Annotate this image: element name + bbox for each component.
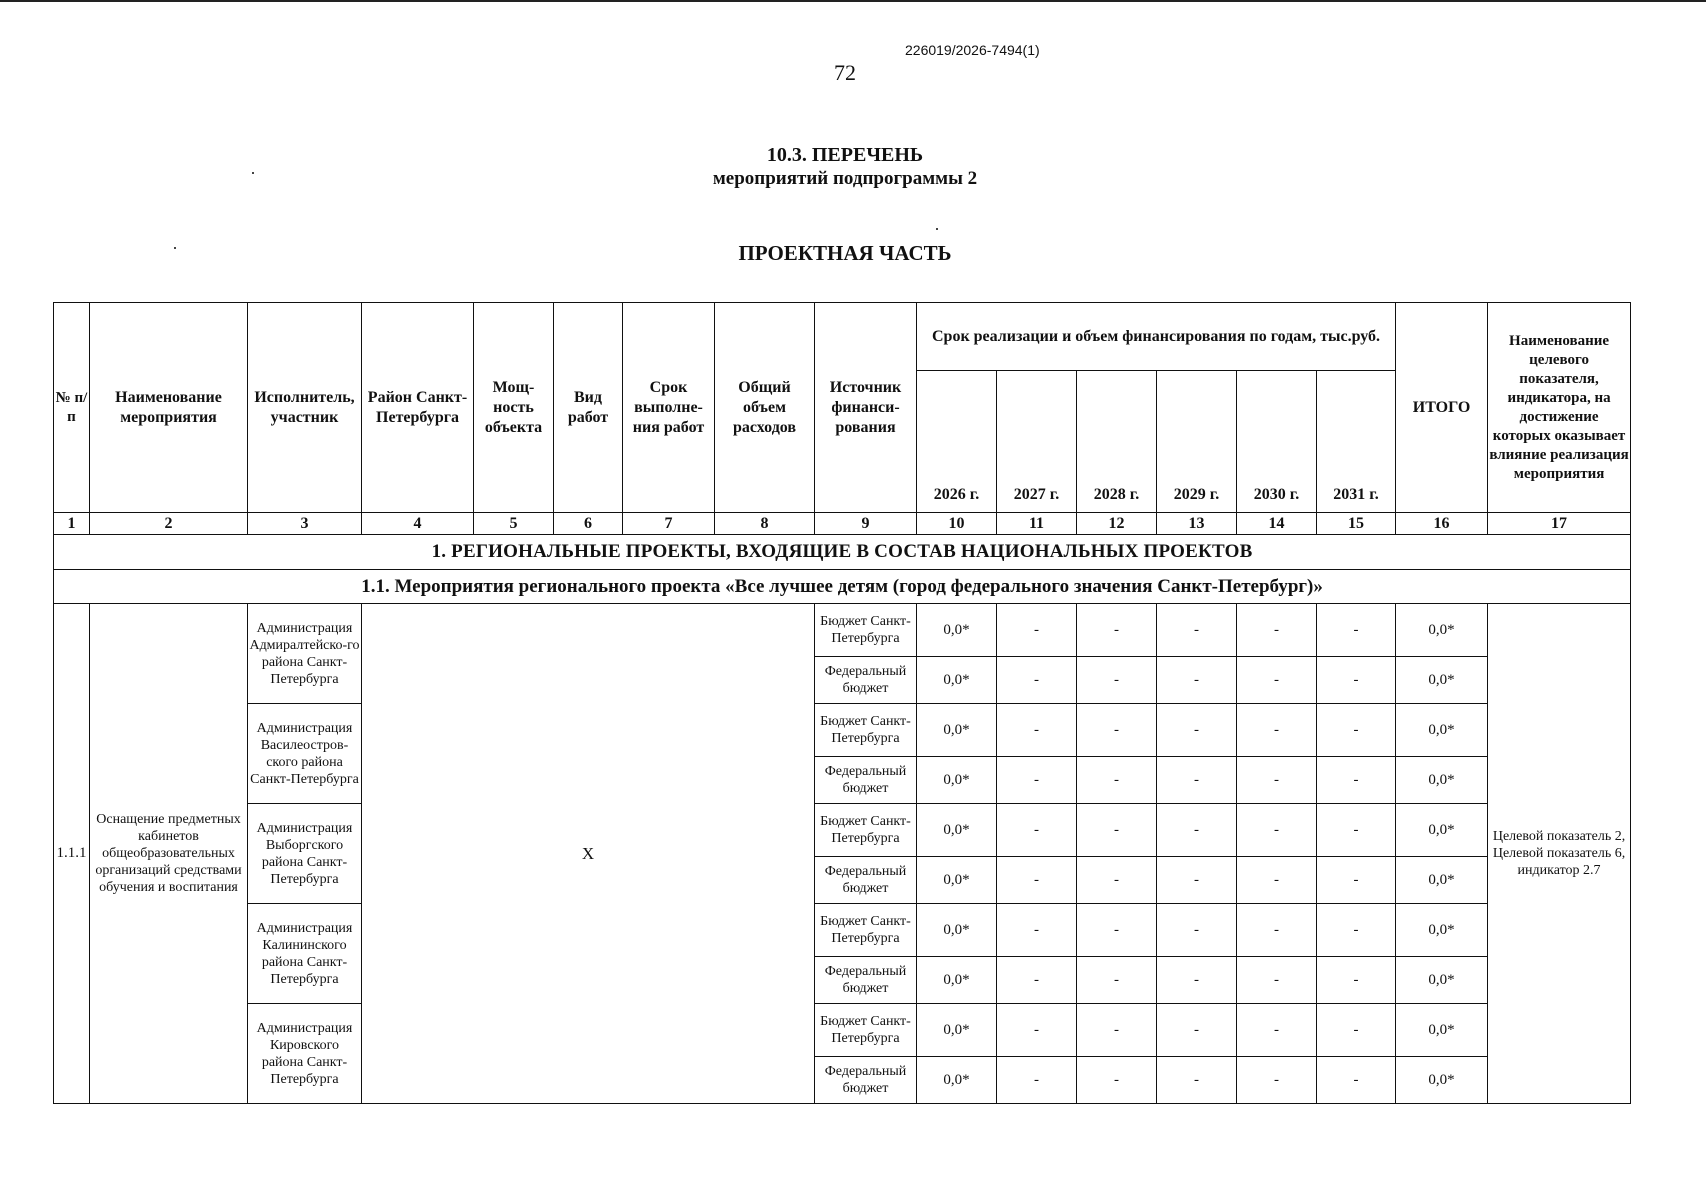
column-number-cell: 1 <box>54 513 90 535</box>
value-dash: - <box>1237 704 1317 757</box>
executor-name: Администрация Кировского района Санкт-Петербурга <box>248 1004 362 1104</box>
value-dash: - <box>1157 657 1237 704</box>
value-dash: - <box>1157 1004 1237 1057</box>
column-number-cell: 9 <box>815 513 917 535</box>
header-year: 2027 г. <box>997 371 1077 513</box>
value-dash: - <box>1237 604 1317 657</box>
row-total: 0,0* <box>1396 957 1488 1004</box>
row-total: 0,0* <box>1396 757 1488 804</box>
value-dash: - <box>1237 1004 1317 1057</box>
value-dash: - <box>997 657 1077 704</box>
value-2026: 0,0* <box>917 604 997 657</box>
header-work-type: Вид работ <box>554 303 623 513</box>
value-dash: - <box>1157 704 1237 757</box>
value-dash: - <box>1077 804 1157 857</box>
header-district: Район Санкт-Петербурга <box>362 303 474 513</box>
merged-x-cell: Х <box>362 604 815 1104</box>
funding-source: Бюджет Санкт-Петербурга <box>815 904 917 957</box>
value-dash: - <box>1237 804 1317 857</box>
header-year: 2028 г. <box>1077 371 1157 513</box>
executor-name: Администрация Выборгского района Санкт-Петербурга <box>248 804 362 904</box>
value-2026: 0,0* <box>917 704 997 757</box>
scan-speck <box>252 172 254 174</box>
header-term: Срок выполне-ния работ <box>623 303 715 513</box>
header-target: Наименование целевого показателя, индикатора, на достижение которых оказывает влияние реализация мероприятия <box>1488 303 1631 513</box>
column-number-cell: 11 <box>997 513 1077 535</box>
column-number-cell: 10 <box>917 513 997 535</box>
value-dash: - <box>1237 857 1317 904</box>
value-dash: - <box>997 804 1077 857</box>
value-2026: 0,0* <box>917 957 997 1004</box>
value-dash: - <box>1317 1004 1396 1057</box>
value-dash: - <box>1077 1057 1157 1104</box>
value-dash: - <box>1077 604 1157 657</box>
header-total: ИТОГО <box>1396 303 1488 513</box>
value-2026: 0,0* <box>917 904 997 957</box>
value-dash: - <box>997 957 1077 1004</box>
value-dash: - <box>1157 904 1237 957</box>
scan-speck <box>936 228 938 230</box>
value-dash: - <box>1077 904 1157 957</box>
page-number: 72 <box>834 60 856 85</box>
value-dash: - <box>1077 1004 1157 1057</box>
value-dash: - <box>1077 704 1157 757</box>
value-2026: 0,0* <box>917 1004 997 1057</box>
column-number-cell: 17 <box>1488 513 1631 535</box>
value-dash: - <box>997 757 1077 804</box>
header-capacity: Мощ-ность объекта <box>474 303 554 513</box>
value-dash: - <box>1077 957 1157 1004</box>
header-year: 2029 г. <box>1157 371 1237 513</box>
row-total: 0,0* <box>1396 604 1488 657</box>
value-dash: - <box>1157 804 1237 857</box>
value-dash: - <box>1317 657 1396 704</box>
value-2026: 0,0* <box>917 1057 997 1104</box>
header-executor: Исполнитель, участник <box>248 303 362 513</box>
item-number: 1.1.1 <box>54 604 90 1104</box>
column-number-cell: 13 <box>1157 513 1237 535</box>
column-number-cell: 8 <box>715 513 815 535</box>
header-year: 2031 г. <box>1317 371 1396 513</box>
executor-name: Администрация Калининского района Санкт-Петербурга <box>248 904 362 1004</box>
funding-source: Федеральный бюджет <box>815 657 917 704</box>
value-dash: - <box>1237 757 1317 804</box>
value-dash: - <box>1077 857 1157 904</box>
column-number-cell: 3 <box>248 513 362 535</box>
list-subtitle: мероприятий подпрограммы 2 <box>712 168 978 189</box>
row-total: 0,0* <box>1396 857 1488 904</box>
value-2026: 0,0* <box>917 757 997 804</box>
header-year: 2026 г. <box>917 371 997 513</box>
table-row <box>54 804 1631 857</box>
column-number-cell: 2 <box>90 513 248 535</box>
item-name: Оснащение предметных кабинетов общеобразовательных организаций средствами обучения и воспитания <box>90 604 248 1104</box>
value-dash: - <box>1077 757 1157 804</box>
column-number-cell: 6 <box>554 513 623 535</box>
value-dash: - <box>1237 1057 1317 1104</box>
table-row <box>54 904 1631 957</box>
header-period: Срок реализации и объем финансирования по годам, тыс.руб. <box>917 303 1396 371</box>
row-total: 0,0* <box>1396 804 1488 857</box>
column-number-cell: 16 <box>1396 513 1488 535</box>
column-number-cell: 14 <box>1237 513 1317 535</box>
table-row <box>54 604 1631 657</box>
row-total: 0,0* <box>1396 657 1488 704</box>
value-dash: - <box>1317 904 1396 957</box>
value-2026: 0,0* <box>917 857 997 904</box>
value-dash: - <box>1157 1057 1237 1104</box>
row-total: 0,0* <box>1396 904 1488 957</box>
value-dash: - <box>1317 757 1396 804</box>
funding-source: Федеральный бюджет <box>815 957 917 1004</box>
row-total: 0,0* <box>1396 1057 1488 1104</box>
top-border-line <box>0 0 1706 2</box>
executor-name: Администрация Василеостров-ского района Санкт-Петербурга <box>248 704 362 804</box>
value-dash: - <box>1077 657 1157 704</box>
header-year: 2030 г. <box>1237 371 1317 513</box>
value-dash: - <box>1237 657 1317 704</box>
scan-speck <box>174 247 176 249</box>
value-dash: - <box>997 1004 1077 1057</box>
header-name: Наименование мероприятия <box>90 303 248 513</box>
value-dash: - <box>1317 704 1396 757</box>
row-total: 0,0* <box>1396 1004 1488 1057</box>
measures-table <box>53 302 1631 1104</box>
list-title: 10.3. ПЕРЕЧЕНЬ <box>766 144 924 166</box>
value-dash: - <box>997 604 1077 657</box>
value-dash: - <box>1157 957 1237 1004</box>
value-dash: - <box>997 1057 1077 1104</box>
value-dash: - <box>1157 604 1237 657</box>
column-number-cell: 12 <box>1077 513 1157 535</box>
value-dash: - <box>997 857 1077 904</box>
table-row <box>54 1004 1631 1057</box>
value-dash: - <box>997 704 1077 757</box>
header-num: № п/п <box>54 303 90 513</box>
funding-source: Федеральный бюджет <box>815 757 917 804</box>
funding-source: Бюджет Санкт-Петербурга <box>815 804 917 857</box>
column-number-cell: 4 <box>362 513 474 535</box>
funding-source: Бюджет Санкт-Петербурга <box>815 604 917 657</box>
value-dash: - <box>997 904 1077 957</box>
value-dash: - <box>1157 757 1237 804</box>
value-dash: - <box>1237 904 1317 957</box>
section-title: 1. РЕГИОНАЛЬНЫЕ ПРОЕКТЫ, ВХОДЯЩИЕ В СОСТАВ НАЦИОНАЛЬНЫХ ПРОЕКТОВ <box>54 535 1631 570</box>
column-number-row <box>54 513 1631 535</box>
value-2026: 0,0* <box>917 804 997 857</box>
value-dash: - <box>1317 1057 1396 1104</box>
part-title: ПРОЕКТНАЯ ЧАСТЬ <box>738 241 952 265</box>
subsection-title: 1.1. Мероприятия регионального проекта «Все лучшее детям (город федерального значения Санкт-Петербург)» <box>54 570 1631 604</box>
value-dash: - <box>1317 604 1396 657</box>
value-dash: - <box>1317 857 1396 904</box>
funding-source: Бюджет Санкт-Петербурга <box>815 1004 917 1057</box>
value-dash: - <box>1317 804 1396 857</box>
row-total: 0,0* <box>1396 704 1488 757</box>
registration-number: 226019/2026-7494(1) <box>905 42 1040 58</box>
executor-name: Администрация Адмиралтейско-го района Санкт-Петербурга <box>248 604 362 704</box>
value-dash: - <box>1317 957 1396 1004</box>
column-number-cell: 7 <box>623 513 715 535</box>
header-source: Источник финанси-рования <box>815 303 917 513</box>
funding-source: Федеральный бюджет <box>815 1057 917 1104</box>
value-dash: - <box>1157 857 1237 904</box>
header-total-volume: Общий объем расходов <box>715 303 815 513</box>
table-row <box>54 704 1631 757</box>
target-indicator: Целевой показатель 2, Целевой показатель 6, индикатор 2.7 <box>1488 604 1631 1104</box>
column-number-cell: 5 <box>474 513 554 535</box>
funding-source: Бюджет Санкт-Петербурга <box>815 704 917 757</box>
value-dash: - <box>1237 957 1317 1004</box>
value-2026: 0,0* <box>917 657 997 704</box>
column-number-cell: 15 <box>1317 513 1396 535</box>
funding-source: Федеральный бюджет <box>815 857 917 904</box>
